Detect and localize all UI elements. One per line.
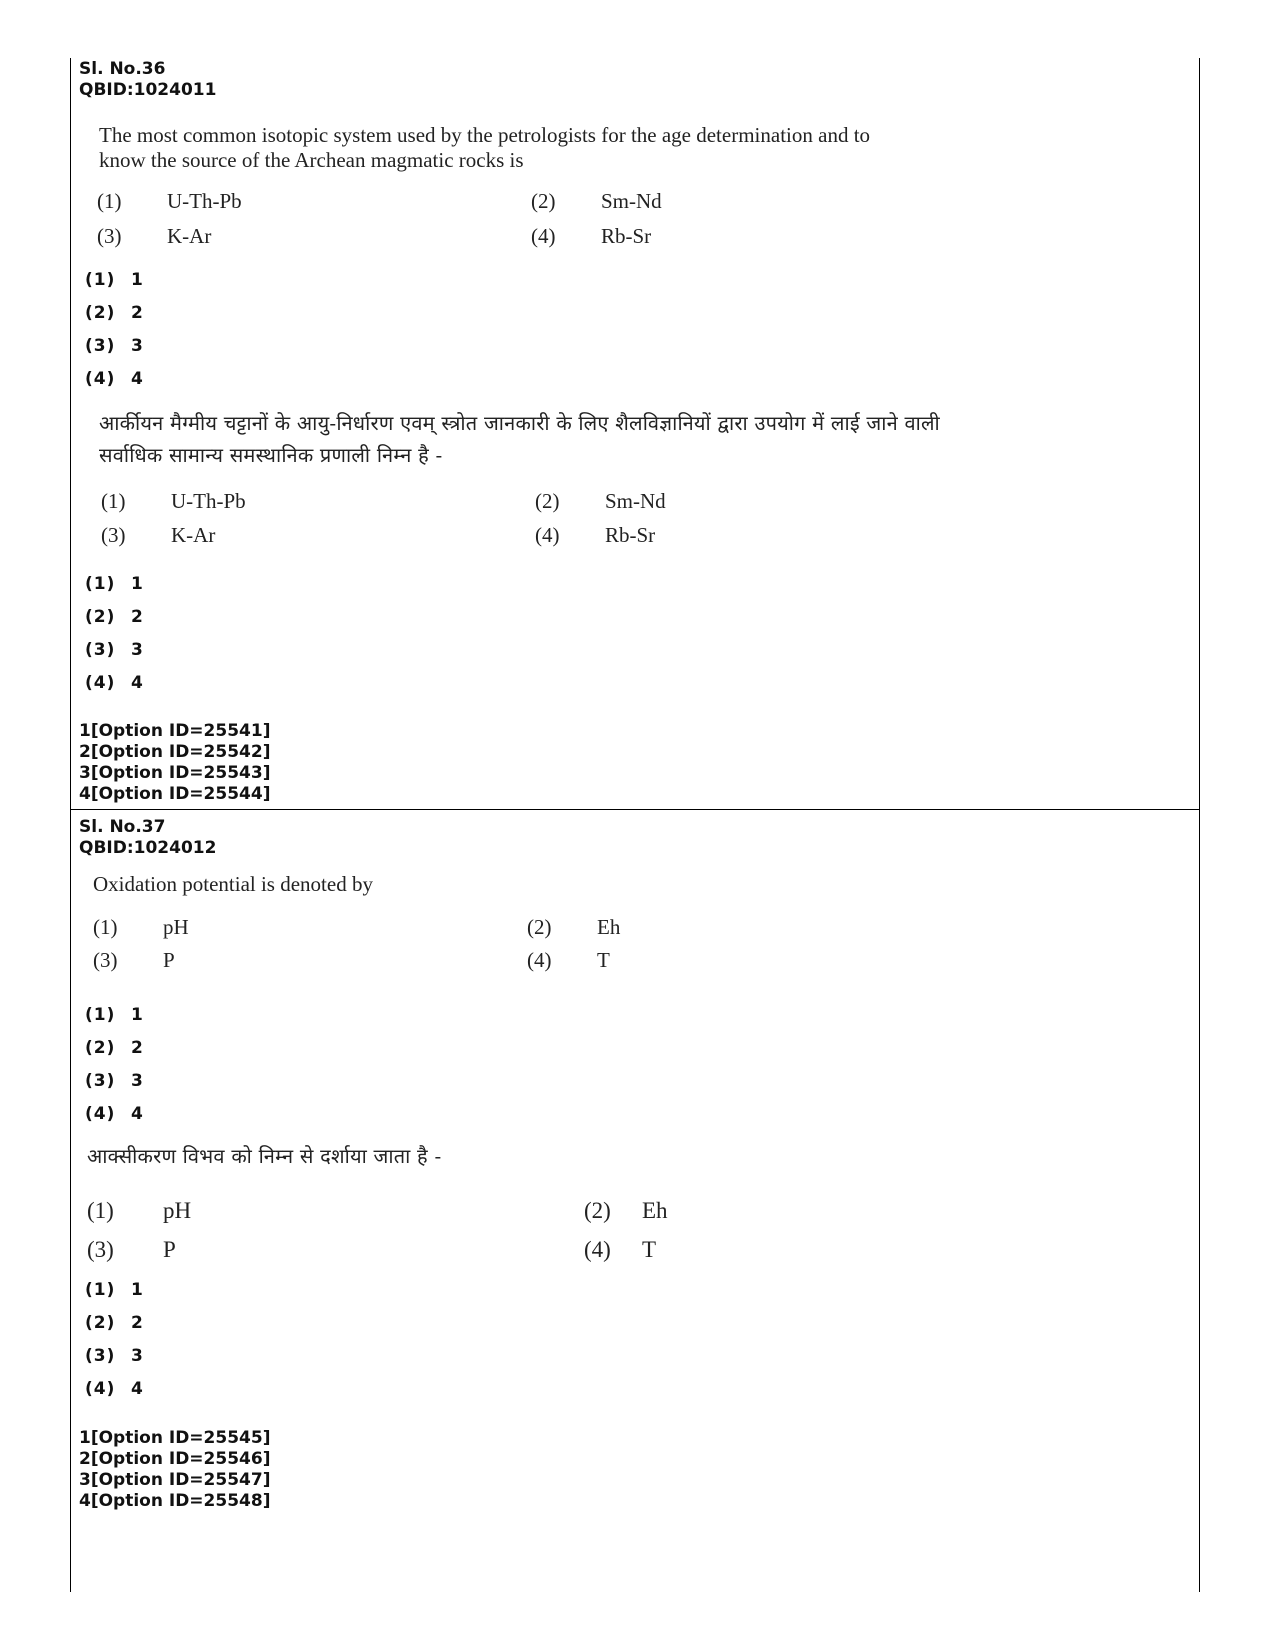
q37-hi-option-3: (3) P [87, 1237, 176, 1262]
q37-en-answer-4[interactable]: (4) 4 [85, 1104, 144, 1124]
q36-en-answer-4[interactable]: (4) 4 [85, 369, 144, 389]
q37-hi-option-2: (2) Eh [584, 1198, 668, 1223]
q37-hi-answer-3[interactable]: (3) 3 [85, 1346, 144, 1366]
q37-option-ids: 1[Option ID=25545] 2[Option ID=25546] 3[Option ID=25547] 4[Option ID=25548] [79, 1428, 271, 1511]
question-paper-frame [70, 58, 1200, 1592]
q36-hi-answer-4[interactable]: (4) 4 [85, 673, 144, 693]
q36-hi-option-4: (4) Rb-Sr [535, 523, 656, 547]
serial-number: Sl. No.37 [79, 817, 166, 837]
q37-hi-option-1: (1) pH [87, 1198, 192, 1223]
q37-hi-answer-4[interactable]: (4) 4 [85, 1379, 144, 1399]
q36-hi-option-3: (3) K-Ar [101, 523, 216, 547]
q36-hi-answer-3[interactable]: (3) 3 [85, 640, 144, 660]
q36-hi-option-2: (2) Sm-Nd [535, 489, 666, 513]
q37-en-answer-1[interactable]: (1) 1 [85, 1005, 144, 1025]
q36-en-option-4: (4) Rb-Sr [531, 224, 652, 248]
q36-hi-option-1: (1) U-Th-Pb [101, 489, 246, 513]
qbid: QBID:1024012 [79, 838, 217, 858]
q37-en-option-4: (4) T [527, 948, 610, 972]
q37-en-answer-3[interactable]: (3) 3 [85, 1071, 144, 1091]
serial-number: Sl. No.36 [79, 59, 166, 79]
q37-en-option-2: (2) Eh [527, 915, 621, 939]
q36-en-option-2: (2) Sm-Nd [531, 189, 662, 213]
q36-en-answer-2[interactable]: (2) 2 [85, 303, 144, 323]
q37-en-option-1: (1) pH [93, 915, 189, 939]
question-37-stem-english: Oxidation potential is denoted by [93, 872, 373, 896]
q36-hi-answer-1[interactable]: (1) 1 [85, 574, 144, 594]
q36-en-option-1: (1) U-Th-Pb [97, 189, 242, 213]
question-36-stem-english: The most common isotopic system used by the petrologists for the age determination and to know the source of the Archean magmatic rocks is [99, 123, 871, 172]
q37-hi-answer-2[interactable]: (2) 2 [85, 1313, 144, 1333]
qbid: QBID:1024011 [79, 80, 217, 100]
question-37-stem-hindi: आक्सीकरण विभव को निम्न से दर्शाया जाता है - [87, 1144, 442, 1168]
question-36-stem-hindi: आर्कीयन मैग्मीय चट्टानों के आयु-निर्धारण एवम् स्त्रोत जानकारी के लिए शैलविज्ञानियों द्वारा उपयोग में लाई जाने वाली सर्वाधिक सामान्य समस्थानिक प्रणाली निम्न है - [99, 411, 940, 467]
q37-en-option-3: (3) P [93, 948, 175, 972]
question-divider [71, 809, 1199, 810]
q37-en-answer-2[interactable]: (2) 2 [85, 1038, 144, 1058]
question-37-meta [79, 817, 216, 859]
q37-hi-option-4: (4) T [584, 1237, 657, 1262]
question-36-meta [79, 59, 216, 101]
q36-hi-answer-2[interactable]: (2) 2 [85, 607, 144, 627]
q37-hi-answer-1[interactable]: (1) 1 [85, 1280, 144, 1300]
q36-en-option-3: (3) K-Ar [97, 224, 212, 248]
q36-option-ids: 1[Option ID=25541] 2[Option ID=25542] 3[Option ID=25543] 4[Option ID=25544] [79, 721, 271, 804]
q36-en-answer-1[interactable]: (1) 1 [85, 270, 144, 290]
q36-en-answer-3[interactable]: (3) 3 [85, 336, 144, 356]
